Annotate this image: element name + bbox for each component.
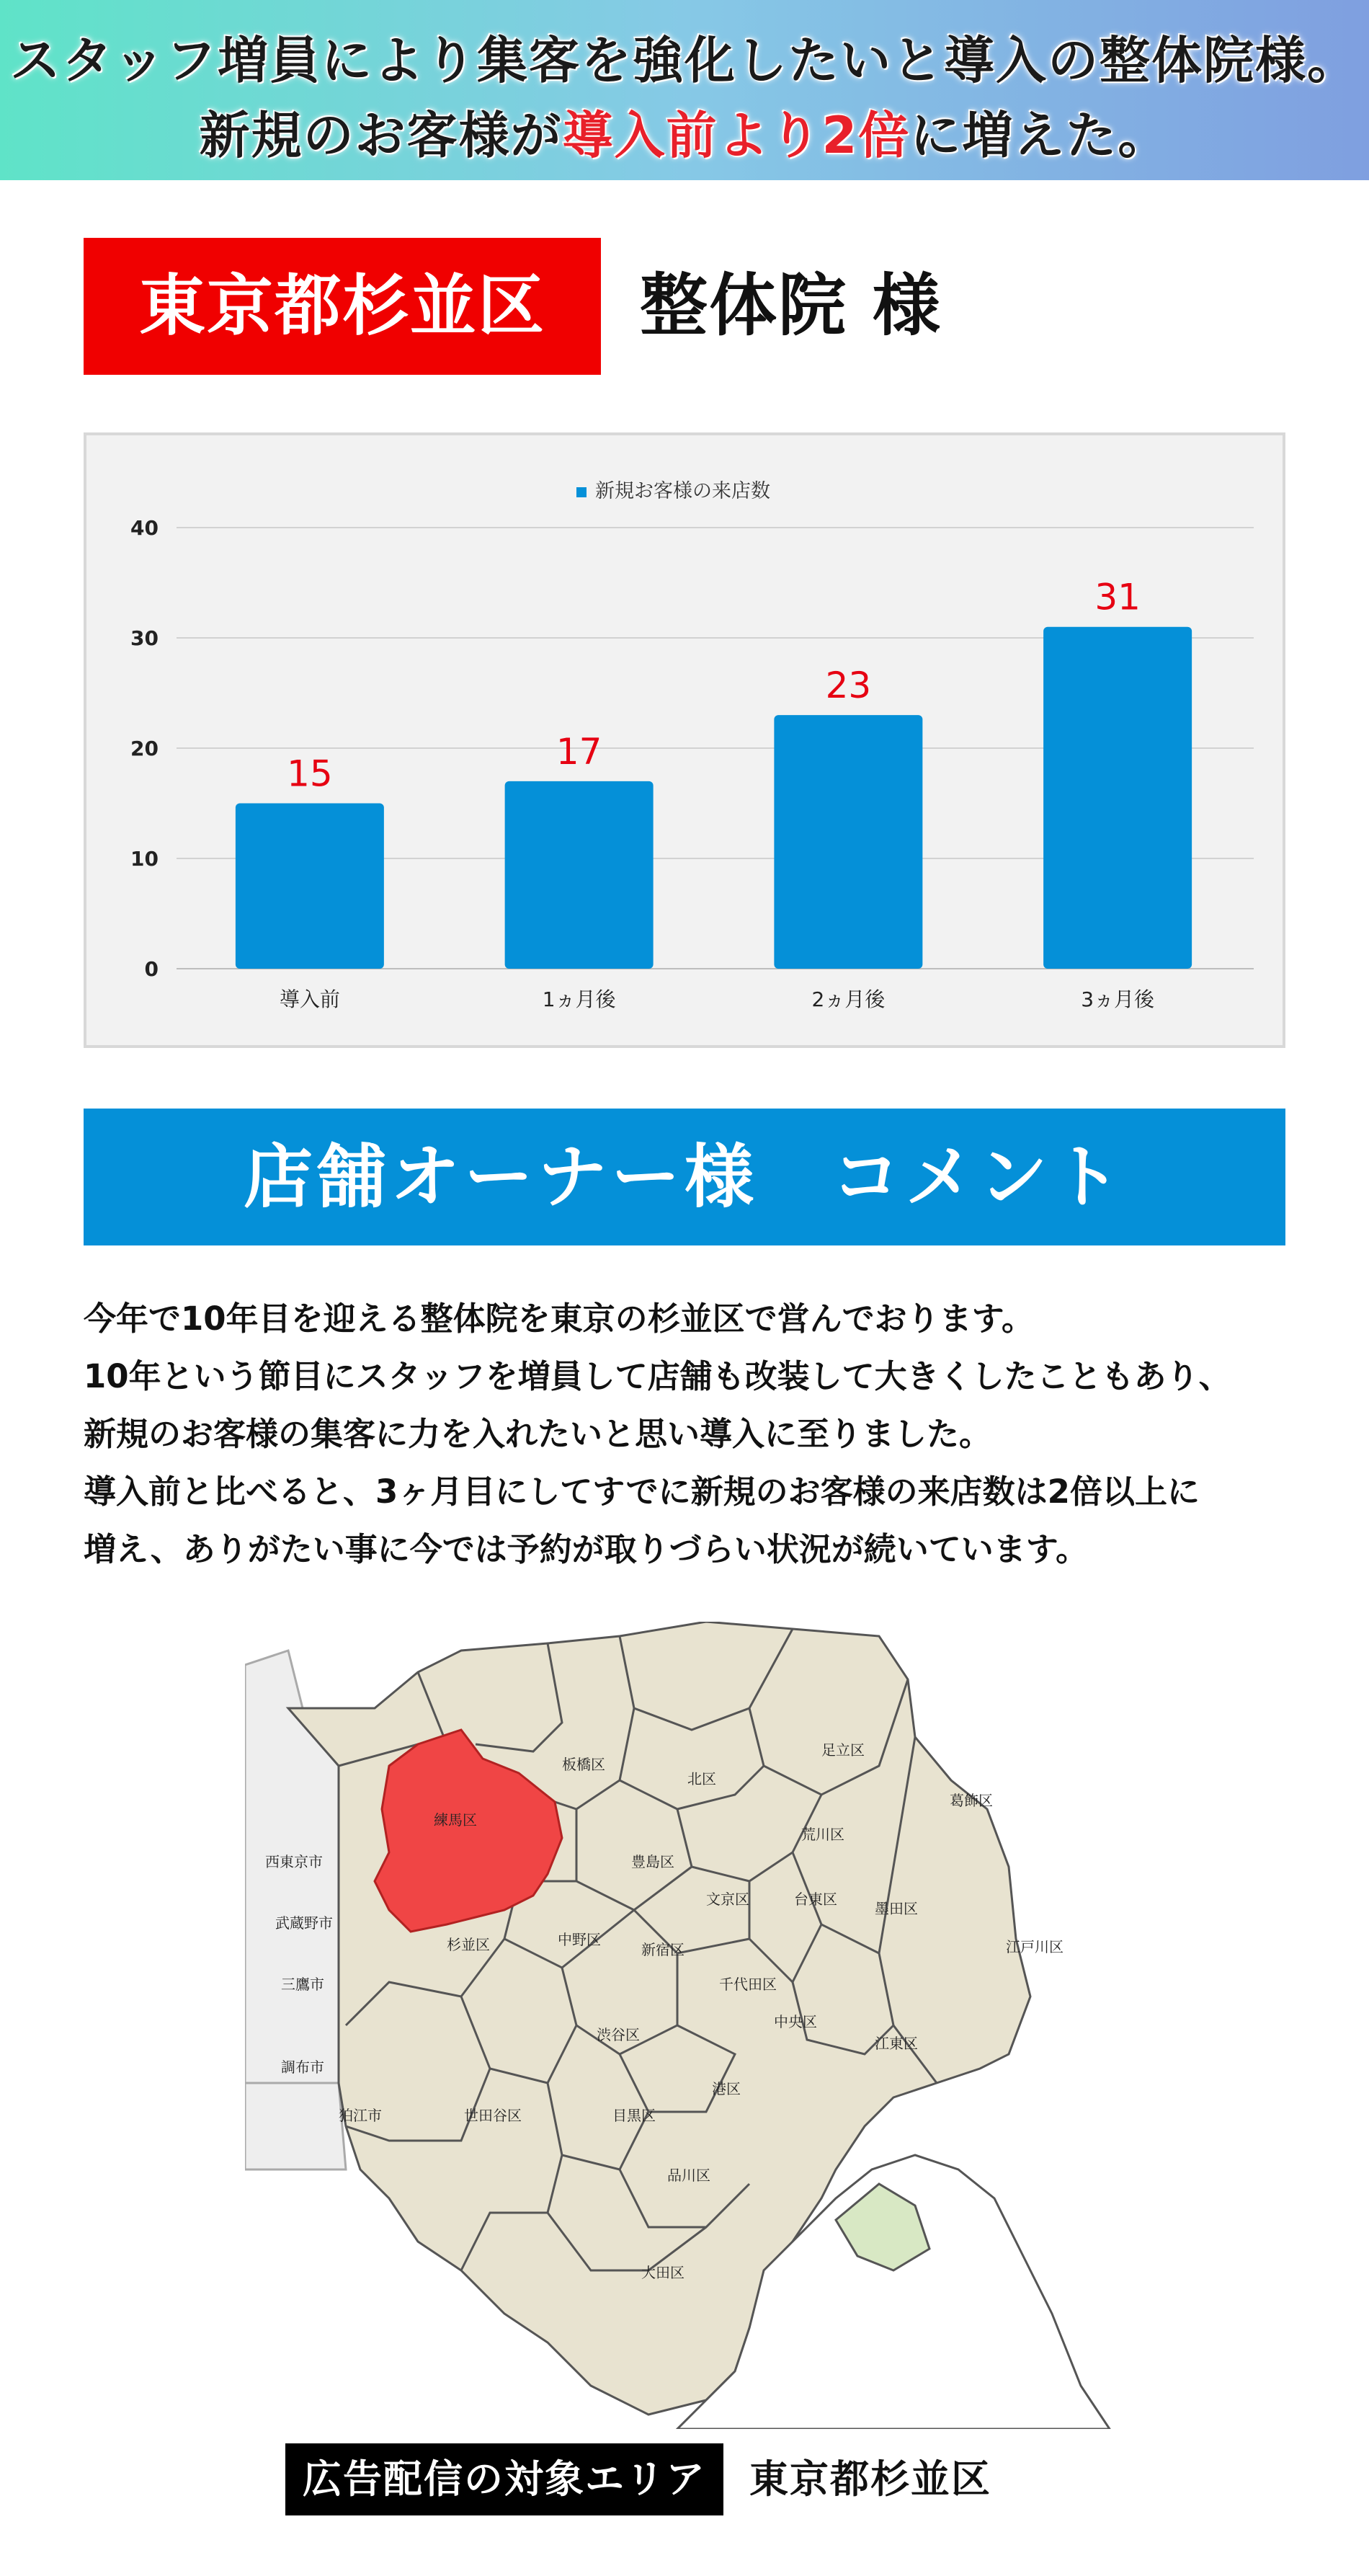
comment-line: 10年という節目にスタッフを増員して店舗も改装して大きくしたこともあり、 [84, 1357, 1231, 1395]
banner-line-2-a: 新規のお客様が [199, 106, 563, 165]
ward-label: 文京区 [706, 1891, 749, 1908]
top-banner [0, 0, 1369, 180]
ward-label: 豊島区 [631, 1853, 674, 1870]
legend-swatch [576, 487, 587, 497]
ward-label: 目黒区 [612, 2107, 656, 2124]
ward-label: 葛飾区 [950, 1792, 993, 1809]
banner-line-2 [0, 95, 1369, 168]
y-tick-label: 20 [130, 737, 159, 760]
y-tick-label: 0 [144, 957, 159, 981]
x-tick-label: 導入前 [279, 987, 340, 1011]
x-tick-label: 1ヵ月後 [542, 987, 616, 1011]
comment-line: 増え、ありがたい事に今では予約が取りづらい状況が続いています。 [84, 1530, 1089, 1568]
ward-label: 港区 [712, 2080, 741, 2097]
y-tick-label: 30 [130, 626, 159, 650]
comment-line: 新規のお客様の集客に力を入れたいと思い導入に至りました。 [84, 1415, 992, 1453]
data-label: 31 [1094, 576, 1141, 618]
ward-label: 三鷹市 [281, 1976, 324, 1993]
ward-label: 武蔵野市 [275, 1914, 333, 1932]
target-area-value: 東京都杉並区 [749, 2456, 991, 2502]
ward-label: 新宿区 [641, 1941, 684, 1958]
ward-label: 杉並区 [447, 1936, 490, 1953]
banner-line-1: スタッフ増員により集客を強化したいと導入の整体院様。 [10, 31, 1359, 90]
legend-label: 新規お客様の来店数 [595, 480, 770, 502]
ward-label: 墨田区 [875, 1900, 918, 1917]
ward-label: 荒川区 [801, 1826, 844, 1843]
x-tick-label: 3ヵ月後 [1081, 987, 1155, 1011]
map-west-area [245, 2083, 346, 2169]
banner-line-2-c: に増えた。 [910, 106, 1170, 165]
bar [505, 781, 654, 969]
bar [1043, 627, 1192, 969]
x-tick-label: 2ヵ月後 [811, 987, 886, 1011]
ward-label: 台東区 [794, 1891, 837, 1908]
ward-label: 大田区 [641, 2264, 684, 2281]
comment-line: 今年で10年目を迎える整体院を東京の杉並区で営んでおります。 [84, 1300, 1035, 1338]
shop-name: 整体院 様 [640, 267, 942, 345]
location-badge: 東京都杉並区 [84, 238, 601, 375]
comment-heading: 店舗オーナー様 コメント [84, 1109, 1285, 1245]
tokyo-ward-map [245, 1622, 1131, 2429]
ward-label: 江東区 [875, 2035, 918, 2052]
ward-label: 世田谷区 [464, 2107, 522, 2124]
ward-label: 板橋区 [562, 1756, 605, 1773]
data-label: 23 [825, 665, 872, 707]
ward-label: 調布市 [281, 2058, 324, 2076]
ward-label: 品川区 [667, 2167, 710, 2184]
ward-label: 西東京市 [265, 1853, 323, 1870]
ward-label: 千代田区 [719, 1976, 777, 1993]
chart-frame [84, 432, 1285, 1048]
ward-label: 江戸川区 [1006, 1938, 1063, 1955]
comment-body [84, 1290, 1308, 1578]
ward-label: 北区 [687, 1770, 716, 1787]
bar [236, 804, 384, 969]
bar [774, 715, 922, 969]
y-tick-label: 10 [130, 847, 159, 871]
bar-chart [86, 435, 1283, 1045]
ward-label: 狛江市 [339, 2107, 382, 2124]
ward-label: 足立区 [821, 1741, 865, 1759]
ward-label: 渋谷区 [597, 2026, 640, 2043]
data-label: 17 [556, 730, 602, 773]
data-label: 15 [287, 752, 333, 795]
ward-label: 中野区 [558, 1931, 601, 1948]
comment-line: 導入前と比べると、3ヶ月目にしてすでに新規のお客様の来店数は2倍以上に [84, 1473, 1200, 1511]
banner-highlight: 導入前より2倍 [562, 106, 911, 165]
ward-label: 練馬区 [434, 1811, 477, 1829]
target-area-label: 広告配信の対象エリア [285, 2443, 723, 2515]
ward-label: 中央区 [774, 2013, 817, 2030]
y-tick-label: 40 [130, 516, 159, 540]
